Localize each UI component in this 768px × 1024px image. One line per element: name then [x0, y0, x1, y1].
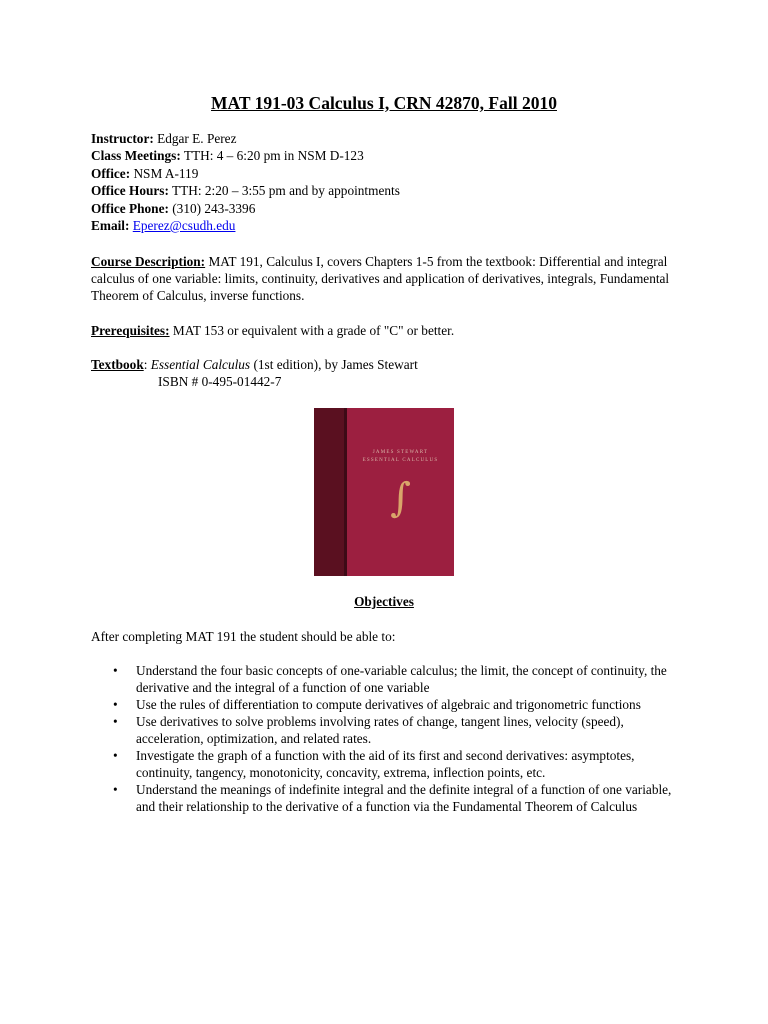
bullet-icon: •	[113, 748, 118, 763]
objectives-intro: After completing MAT 191 the student should be able to:	[91, 629, 396, 644]
textbook-details: (1st edition), by James Stewart	[253, 357, 418, 372]
list-item	[113, 713, 673, 747]
objective-text: Use derivatives to solve problems involving rates of change, tangent lines, velocity (speed), acceleration, optimization, and related rates.	[136, 714, 624, 746]
meetings-row	[91, 147, 681, 164]
objectives-heading	[0, 593, 768, 610]
email-row	[91, 217, 681, 234]
cover-title: ESSENTIAL CALCULUS	[362, 458, 439, 463]
bullet-icon: •	[113, 714, 118, 729]
cover-author: JAMES STEWART	[372, 450, 429, 455]
office-hours-row	[91, 182, 681, 199]
textbook-label: Textbook	[91, 357, 144, 372]
email-label: Email:	[91, 217, 130, 233]
list-item	[113, 747, 673, 781]
objectives-list	[113, 662, 673, 815]
office-hours-label: Office Hours:	[91, 183, 169, 199]
objective-text: Understand the meanings of indefinite integral and the definite integral of a function of one variable, and their relationship to the derivative of a function via the Fundamental Theorem of Calculus	[136, 782, 672, 814]
office-value: NSM A-119	[133, 165, 199, 181]
office-row	[91, 165, 681, 182]
objective-text: Use the rules of differentiation to compute derivatives of algebraic and trigonometric functions	[136, 697, 641, 712]
objective-text: Understand the four basic concepts of one-variable calculus; the limit, the concept of continuity, the derivative and the integral of a function of one variable	[136, 663, 667, 695]
textbook-colon: :	[143, 357, 148, 372]
list-item	[113, 696, 673, 713]
bullet-icon: •	[113, 782, 118, 797]
list-item	[113, 781, 673, 815]
course-description-text: MAT 191, Calculus I, covers Chapters 1-5 from the textbook: Differential and integral calculus of one variable: limits, continuity, derivatives and application of derivatives, integrals, Fundamental Theorem of Calculus, inverse functions.	[91, 254, 670, 303]
office-hours-value: TTH: 2:20 – 3:55 pm and by appointments	[172, 183, 400, 199]
textbook-isbn: ISBN # 0-495-01442-7	[158, 374, 282, 389]
meetings-value: TTH: 4 – 6:20 pm in NSM D-123	[183, 148, 364, 164]
instructor-value: Edgar E. Perez	[157, 131, 237, 146]
integral-icon: ∫	[390, 475, 411, 521]
course-description	[91, 253, 681, 304]
meetings-label: Class Meetings:	[91, 148, 181, 164]
textbook	[91, 356, 681, 390]
bullet-icon: •	[113, 663, 118, 678]
office-phone-label: Office Phone:	[91, 200, 169, 216]
course-info	[91, 130, 681, 234]
prerequisites-label: Prerequisites:	[91, 323, 170, 338]
textbook-line	[91, 356, 681, 373]
textbook-cover-image	[314, 408, 454, 576]
objectives-heading-text: Objectives	[354, 594, 414, 609]
textbook-title: Essential Calculus	[150, 357, 251, 372]
prerequisites	[91, 322, 681, 339]
list-item	[113, 662, 673, 696]
course-description-label: Course Description:	[91, 254, 206, 269]
office-phone-row	[91, 200, 681, 217]
prerequisites-text: MAT 153 or equivalent with a grade of "C" or better.	[172, 323, 455, 338]
page-title	[0, 92, 768, 114]
cover-spine	[314, 408, 344, 576]
email-link[interactable]: Eperez@csudh.edu	[132, 217, 236, 233]
instructor-row	[91, 130, 681, 147]
office-phone-value: (310) 243-3396	[172, 200, 256, 216]
page-title-text: MAT 191-03 Calculus I, CRN 42870, Fall 2010	[211, 93, 557, 113]
instructor-label: Instructor:	[91, 131, 154, 146]
office-label: Office:	[91, 165, 131, 181]
objective-text: Investigate the graph of a function with the aid of its first and second derivatives: asymptotes, continuity, tangency, monotonicity, concavity, extrema, inflection points, etc.	[136, 748, 635, 780]
bullet-icon: •	[113, 697, 118, 712]
